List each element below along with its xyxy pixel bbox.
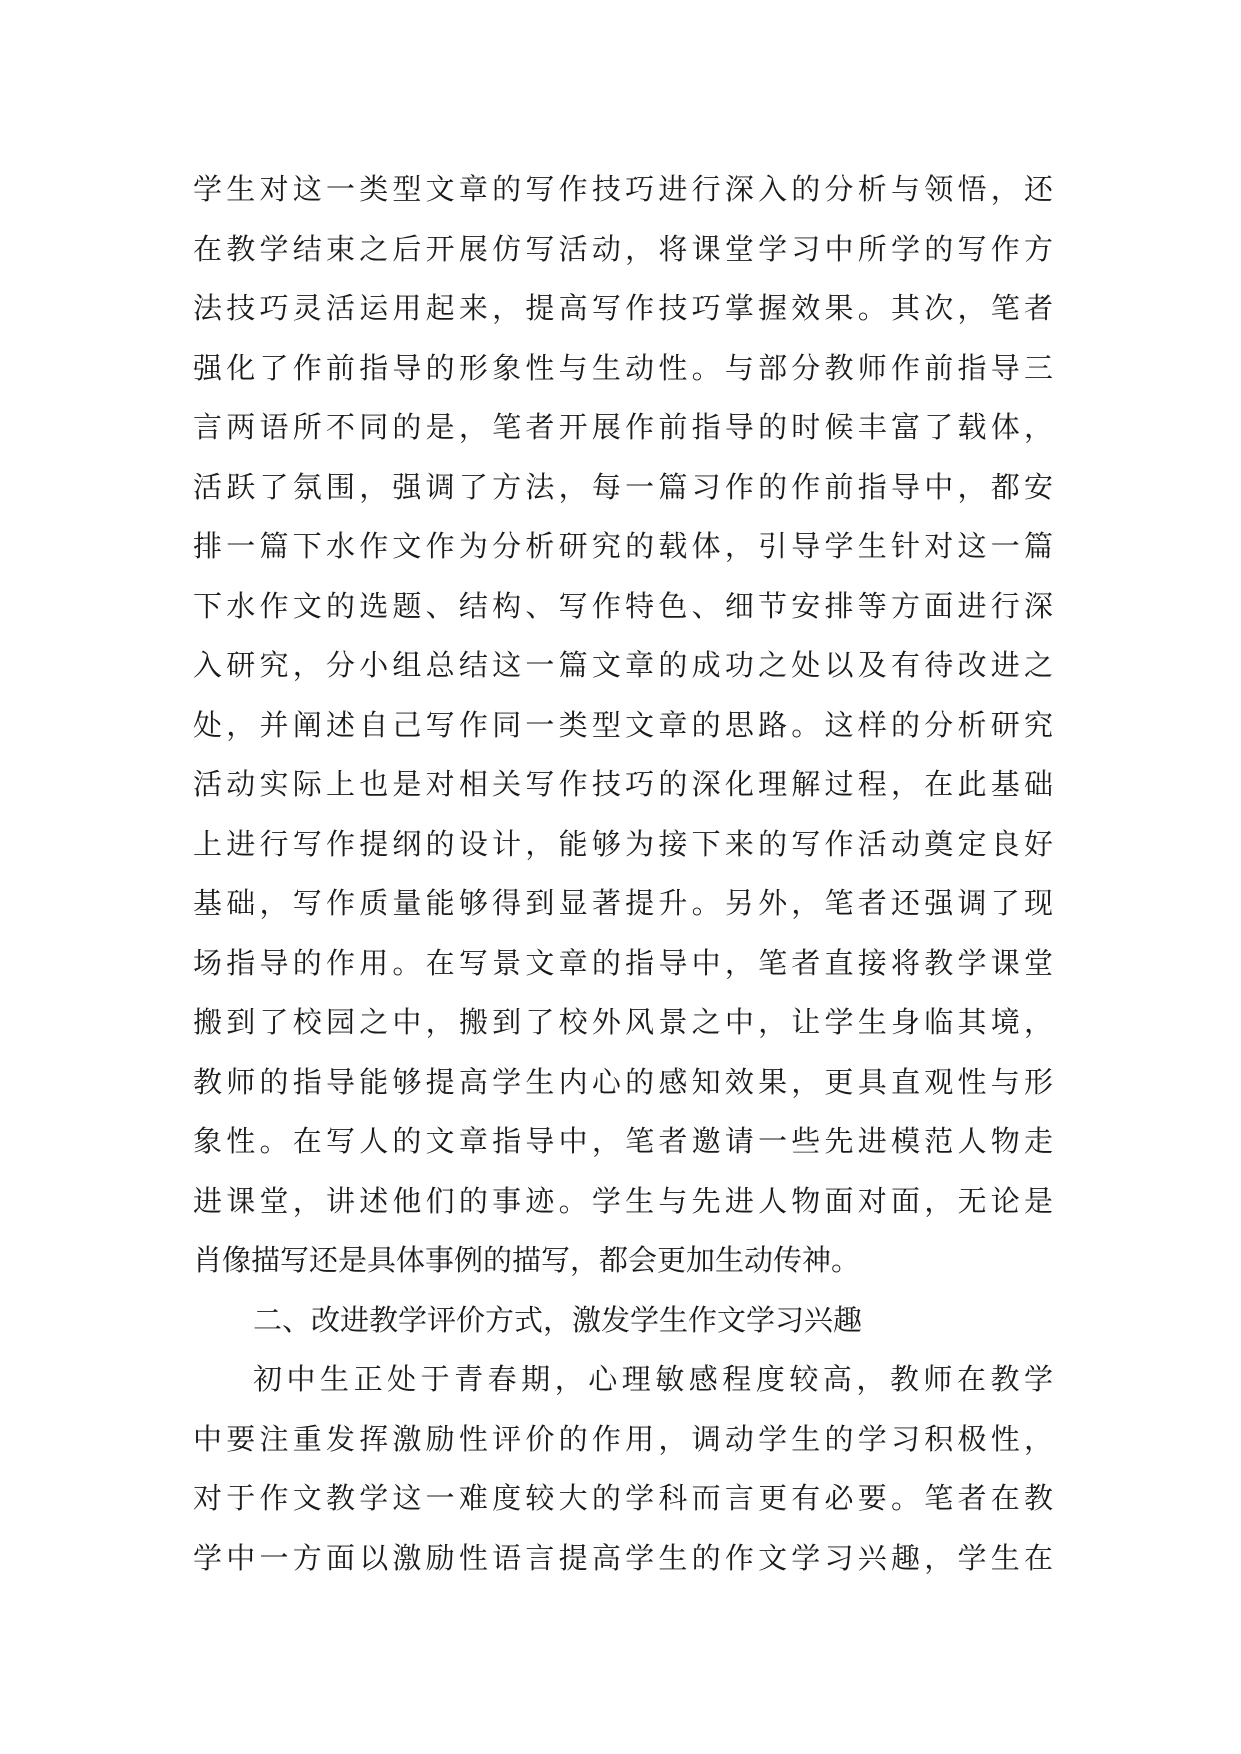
text-line: 搬到了校园之中，搬到了校外风景之中，让学生身临其境， [193,1005,1053,1039]
text-line: 活动实际上也是对相关写作技巧的深化理解过程，在此基础 [193,767,1053,801]
text-line: 处，并阐述自己写作同一类型文章的思路。这样的分析研究 [193,707,1053,742]
text-line: 法技巧灵活运用起来，提高写作技巧掌握效果。其次，笔者 [193,291,1053,325]
text-line: 上进行写作提纲的设计，能够为接下来的写作活动奠定良好 [193,826,1053,861]
text-line: 学中一方面以激励性语言提高学生的作文学习兴趣，学生在 [193,1540,1053,1575]
text-line: 基础，写作质量能够得到显著提升。另外，笔者还强调了现 [193,886,1053,920]
text-line: 活跃了氛围，强调了方法，每一篇习作的作前指导中，都安 [193,469,1053,504]
text-line: 初中生正处于青春期，心理敏感程度较高，教师在教学 [253,1362,1053,1396]
text-line: 排一篇下水作文作为分析研究的载体，引导学生针对这一篇 [193,529,1053,563]
text-line: 言两语所不同的是，笔者开展作前指导的时候丰富了载体， [193,410,1053,444]
text-line: 学生对这一类型文章的写作技巧进行深入的分析与领悟，还 [193,172,1053,206]
text-line: 场指导的作用。在写景文章的指导中，笔者直接将教学课堂 [193,945,1053,980]
text-line: 在教学结束之后开展仿写活动，将课堂学习中所学的写作方 [193,231,1053,266]
section-heading: 二、改进教学评价方式，激发学生作文学习兴趣 [253,1302,863,1337]
text-line: 下水作文的选题、结构、写作特色、细节安排等方面进行深 [193,588,1053,623]
body-text [193,160,1053,1588]
text-line: 象性。在写人的文章指导中，笔者邀请一些先进模范人物走 [193,1124,1053,1158]
text-line: 入研究，分小组总结这一篇文章的成功之处以及有待改进之 [193,648,1053,682]
text-line: 中要注重发挥激励性评价的作用，调动学生的学习积极性， [193,1421,1053,1456]
text-line: 教师的指导能够提高学生内心的感知效果，更具直观性与形 [193,1064,1053,1099]
text-line: 肖像描写还是具体事例的描写，都会更加生动传神。 [193,1243,861,1277]
text-line: 强化了作前指导的形象性与生动性。与部分教师作前指导三 [193,350,1053,385]
text-line: 对于作文教学这一难度较大的学科而言更有必要。笔者在教 [193,1481,1053,1515]
text-line: 进课堂，讲述他们的事迹。学生与先进人物面对面，无论是 [193,1183,1053,1218]
